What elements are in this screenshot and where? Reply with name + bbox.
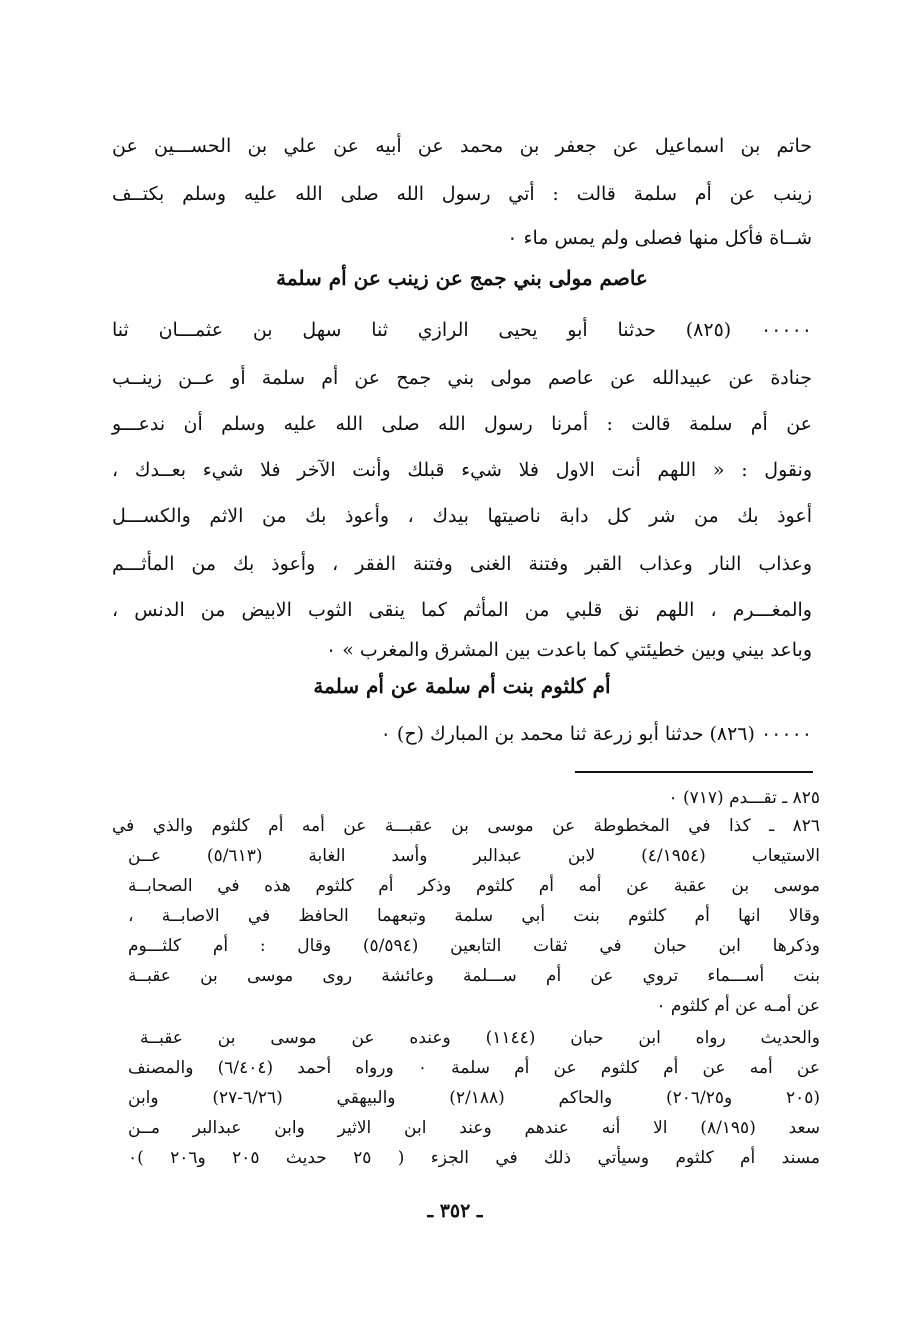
footnote-line: والحديث رواه ابن حبان (١١٤٤) وعنده عن موسى بن عقبــة	[140, 1028, 820, 1048]
footnote-line: سعد (٨/١٩٥) الا أنه عندهم وعند ابن الاثير وابن عبدالبر مــن	[128, 1118, 820, 1138]
section-heading: أم كلثوم بنت أم سلمة عن أم سلمة	[313, 674, 611, 698]
footnote-line: ٨٢٥ ـ تقـــدم (٧١٧) ٠	[668, 788, 820, 808]
footnote-separator	[575, 771, 813, 773]
footnote-line: ٨٢٦ ـ كذا في المخطوطة عن موسى بن عقبـــة عن أمه أم كلثوم والذي في	[112, 816, 820, 836]
text-line: جنادة عن عبيدالله عن عاصم مولى بني جمح عن أم سلمة أو عــن زينــب	[112, 367, 812, 389]
section-heading: عاصم مولى بني جمج عن زينب عن أم سلمة	[276, 266, 648, 290]
footnote-line: مسند أم كلثوم وسيأتي ذلك في الجزء ( ٢٥ حديث ٢٠٥ و٢٠٦ )٠	[128, 1148, 820, 1168]
footnote-line: عن أمه عن أم كلثوم عن أم سلمة ٠ ورواه أحمد (٦/٤٠٤) والمصنف	[128, 1058, 820, 1078]
footnote-line: عن أمـه عن أم كلثوم ٠	[656, 996, 820, 1016]
page-number: ـ ٣٥٢ ـ	[427, 1200, 483, 1222]
text-line: زينب عن أم سلمة قالت : أتي رسول الله صلى الله عليه وسلم بكتــف	[112, 183, 812, 205]
text-line: والمغـــرم ، اللهم نق قلبي من المأثم كما ينقى الثوب الابيض من الدنس ،	[112, 599, 812, 621]
text-line: شــاة فأكل منها فصلى ولم يمس ماء ٠	[507, 227, 812, 249]
text-line: حاتم بن اسماعيل عن جعفر بن محمد عن أبيه عن علي بن الحســـين عن	[112, 135, 812, 157]
footnote-line: الاستيعاب (٤/١٩٥٤) لابن عبدالبر وأسد الغابة (٥/٦١٣) عــن	[128, 846, 821, 866]
text-line: ٠٠٠٠٠ (٨٢٦) حدثنا أبو زرعة ثنا محمد بن المبارك (ح) ٠	[380, 723, 812, 745]
footnote-line: بنت أســـماء تروي عن أم ســـلمة وعائشة روى موسى بن عقبــة	[128, 966, 820, 986]
text-line: وعذاب النار وعذاب القبر وفتنة الغنى وفتنة الفقر ، وأعوذ بك من المأثـــم	[112, 553, 812, 575]
footnote-line: وقالا انها أم كلثوم بنت أبي سلمة وتبعهما الحافظ في الاصابــة ،	[128, 906, 820, 926]
footnote-line: وذكرها ابن حبان في ثقات التابعين (٥/٥٩٤) وقال : أم كلثـــوم	[128, 936, 820, 956]
text-line: عن أم سلمة قالت : أمرنا رسول الله صلى الله عليه وسلم أن ندعـــو	[112, 413, 812, 435]
text-line: ونقول : « اللهم أنت الاول فلا شيء قبلك وأنت الآخر فلا شيء بعــدك ،	[112, 459, 812, 481]
text-line: وباعد بيني وبين خطيئتي كما باعدت بين المشرق والمغرب » ٠	[326, 639, 812, 661]
text-line: أعوذ بك من شر كل دابة ناصيتها بيدك ، وأعوذ بك من الاثم والكســـل	[112, 505, 812, 527]
footnote-line: موسى بن عقبة عن أمه أم كلثوم وذكر أم كلثوم هذه في الصحابــة	[128, 876, 820, 896]
footnote-line: (٢٠٥ و٢٠٦/٢٥) والحاكم (٢/١٨٨) والبيهقي (٦/٢٦-٢٧) وابن	[128, 1088, 820, 1108]
text-line: ٠٠٠٠٠ (٨٢٥) حدثنا أبو يحيى الرازي ثنا سهل بن عثمـــان ثنا	[112, 319, 812, 341]
